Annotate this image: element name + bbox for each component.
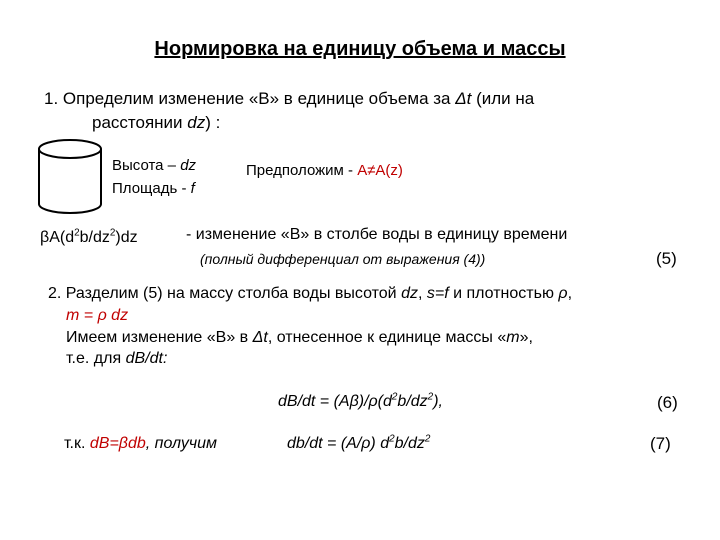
equation-number-7: (7) xyxy=(650,434,671,453)
expression-note: (полный дифференциал от выражения (4)) xyxy=(200,251,486,267)
equation-6: $dB/dt = (A\beta)/\rho(d^2b/dz^2)$, xyxy=(278,391,443,410)
since-clause: т.к. dB=βdb, получим xyxy=(64,435,217,452)
expression-description: - изменение «В» в столбе воды в единицу времени xyxy=(186,226,568,243)
item1-line2: расстоянии dz) : xyxy=(92,113,221,132)
area-label: Площадь - f xyxy=(112,180,195,197)
mass-formula: m = ρ dz xyxy=(66,307,129,324)
item2-line3: Имеем изменение «В» в Δt, отнесенное к единице массы «m», xyxy=(66,329,533,346)
item1-line1: 1. Определим изменение «В» в единице объема за Δt (или на xyxy=(44,89,535,108)
equation-7: db/dt = (A/ρ) $d^2b/dz^2$ xyxy=(287,433,431,452)
item2-line4: т.е. для dB/dt: xyxy=(66,350,168,367)
height-label: Высота – dz xyxy=(112,157,197,174)
item2-line1: 2. Разделим (5) на массу столба воды высотой dz, s=f и плотностью ρ, xyxy=(48,285,573,302)
assumption: Предположим - A≠A(z) xyxy=(246,162,403,179)
expression-5: $\beta A(d^2b/dz^2)dz$ xyxy=(40,227,138,246)
equation-number-5: (5) xyxy=(656,249,677,268)
equation-number-6: (6) xyxy=(657,393,678,412)
page-title: Нормировка на единицу объема и массы xyxy=(154,38,566,60)
